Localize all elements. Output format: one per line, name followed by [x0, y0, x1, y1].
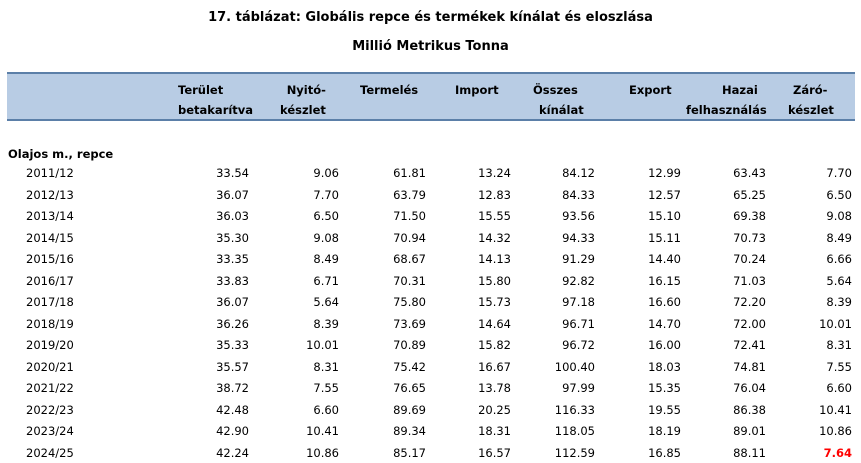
value-cell: 6.71: [313, 274, 339, 288]
value-cell: 15.80: [478, 274, 511, 288]
value-cell: 71.03: [733, 274, 766, 288]
value-cell: 92.82: [562, 274, 595, 288]
value-cell: 16.15: [648, 274, 681, 288]
value-cell: 14.64: [478, 317, 511, 331]
year-cell: 2023/24: [26, 424, 74, 438]
value-cell: 63.43: [733, 166, 766, 180]
table-row: [0, 248, 861, 270]
year-cell: 2013/14: [26, 209, 74, 223]
value-cell: 36.07: [216, 295, 249, 309]
header-nyito: Nyitó- készlet: [280, 80, 326, 120]
value-cell: 36.26: [216, 317, 249, 331]
table-row: [0, 377, 861, 399]
value-cell: 12.83: [478, 188, 511, 202]
year-cell: 2011/12: [26, 166, 74, 180]
value-cell: 97.18: [562, 295, 595, 309]
value-cell: 76.65: [393, 381, 426, 395]
table-row: [0, 420, 861, 442]
value-cell: 68.67: [393, 252, 426, 266]
table-row: [0, 205, 861, 227]
year-cell: 2018/19: [26, 317, 74, 331]
value-cell: 6.50: [313, 209, 339, 223]
value-cell: 86.38: [733, 403, 766, 417]
value-cell: 8.49: [826, 231, 852, 245]
value-cell: 8.39: [313, 317, 339, 331]
value-cell: 6.60: [826, 381, 852, 395]
value-cell: 15.11: [648, 231, 681, 245]
value-cell: 35.30: [216, 231, 249, 245]
value-cell: 8.39: [826, 295, 852, 309]
value-cell: 84.12: [562, 166, 595, 180]
table-body: [0, 162, 861, 463]
table-row: [0, 184, 861, 206]
value-cell: 16.85: [648, 446, 681, 460]
value-cell: 96.72: [562, 338, 595, 352]
value-cell: 9.08: [313, 231, 339, 245]
value-cell: 93.56: [562, 209, 595, 223]
value-cell: 61.81: [393, 166, 426, 180]
header-hazai: Hazai felhasználás: [686, 80, 767, 120]
value-cell: 15.35: [648, 381, 681, 395]
table-row: [0, 291, 861, 313]
value-cell: 18.03: [648, 360, 681, 374]
value-cell: 63.79: [393, 188, 426, 202]
value-cell: 94.33: [562, 231, 595, 245]
value-cell: 42.24: [216, 446, 249, 460]
value-cell: 18.31: [478, 424, 511, 438]
value-cell: 6.60: [313, 403, 339, 417]
value-cell: 6.50: [826, 188, 852, 202]
value-cell: 8.49: [313, 252, 339, 266]
value-cell: 7.70: [313, 188, 339, 202]
value-cell: 71.50: [393, 209, 426, 223]
value-cell: 18.19: [648, 424, 681, 438]
table-row: [0, 356, 861, 378]
section-label: Olajos m., repce: [8, 147, 113, 161]
value-cell: 8.31: [826, 338, 852, 352]
value-cell: 10.86: [819, 424, 852, 438]
value-cell: 5.64: [826, 274, 852, 288]
value-cell: 14.32: [478, 231, 511, 245]
header-export: Export: [629, 80, 672, 100]
value-cell: 91.29: [562, 252, 595, 266]
value-cell: 75.80: [393, 295, 426, 309]
value-cell: 14.13: [478, 252, 511, 266]
value-cell: 10.01: [306, 338, 339, 352]
value-cell: 15.55: [478, 209, 511, 223]
value-cell: 10.41: [306, 424, 339, 438]
table-title: 17. táblázat: Globális repce és termékek kínálat és eloszlása: [0, 10, 861, 25]
value-cell: 116.33: [555, 403, 595, 417]
value-cell: 70.73: [733, 231, 766, 245]
value-cell: 89.34: [393, 424, 426, 438]
value-cell: 13.78: [478, 381, 511, 395]
value-cell: 65.25: [733, 188, 766, 202]
table-row: [0, 313, 861, 335]
year-cell: 2017/18: [26, 295, 74, 309]
value-cell: 33.35: [216, 252, 249, 266]
header-zaro: Záró- készlet: [788, 80, 834, 120]
year-cell: 2021/22: [26, 381, 74, 395]
header-import: Import: [455, 80, 499, 100]
year-cell: 2022/23: [26, 403, 74, 417]
table-row: [0, 334, 861, 356]
value-cell: 75.42: [393, 360, 426, 374]
value-cell: 7.64: [824, 446, 852, 460]
year-cell: 2014/15: [26, 231, 74, 245]
value-cell: 10.01: [819, 317, 852, 331]
table-row: [0, 270, 861, 292]
value-cell: 42.48: [216, 403, 249, 417]
value-cell: 9.06: [313, 166, 339, 180]
year-cell: 2015/16: [26, 252, 74, 266]
value-cell: 15.82: [478, 338, 511, 352]
value-cell: 15.10: [648, 209, 681, 223]
value-cell: 9.08: [826, 209, 852, 223]
year-cell: 2012/13: [26, 188, 74, 202]
value-cell: 33.83: [216, 274, 249, 288]
value-cell: 35.57: [216, 360, 249, 374]
value-cell: 35.33: [216, 338, 249, 352]
value-cell: 14.70: [648, 317, 681, 331]
value-cell: 10.41: [819, 403, 852, 417]
value-cell: 12.57: [648, 188, 681, 202]
value-cell: 13.24: [478, 166, 511, 180]
value-cell: 16.57: [478, 446, 511, 460]
value-cell: 10.86: [306, 446, 339, 460]
value-cell: 89.69: [393, 403, 426, 417]
value-cell: 33.54: [216, 166, 249, 180]
value-cell: 70.94: [393, 231, 426, 245]
year-cell: 2016/17: [26, 274, 74, 288]
value-cell: 69.38: [733, 209, 766, 223]
value-cell: 16.67: [478, 360, 511, 374]
value-cell: 118.05: [555, 424, 595, 438]
table-row: [0, 227, 861, 249]
value-cell: 36.03: [216, 209, 249, 223]
value-cell: 15.73: [478, 295, 511, 309]
value-cell: 72.20: [733, 295, 766, 309]
value-cell: 96.71: [562, 317, 595, 331]
value-cell: 6.66: [826, 252, 852, 266]
value-cell: 7.55: [826, 360, 852, 374]
table-row: [0, 442, 861, 463]
header-terulet: Terület betakarítva: [178, 80, 253, 120]
value-cell: 73.69: [393, 317, 426, 331]
value-cell: 5.64: [313, 295, 339, 309]
value-cell: 7.55: [313, 381, 339, 395]
value-cell: 88.11: [733, 446, 766, 460]
value-cell: 7.70: [826, 166, 852, 180]
value-cell: 19.55: [648, 403, 681, 417]
value-cell: 20.25: [478, 403, 511, 417]
header-osszes: Összes kínálat: [533, 80, 584, 120]
value-cell: 74.81: [733, 360, 766, 374]
header-termeles: Termelés: [360, 80, 418, 100]
value-cell: 70.24: [733, 252, 766, 266]
value-cell: 14.40: [648, 252, 681, 266]
year-cell: 2019/20: [26, 338, 74, 352]
value-cell: 76.04: [733, 381, 766, 395]
value-cell: 38.72: [216, 381, 249, 395]
year-cell: 2024/25: [26, 446, 74, 460]
value-cell: 36.07: [216, 188, 249, 202]
value-cell: 16.00: [648, 338, 681, 352]
value-cell: 72.00: [733, 317, 766, 331]
value-cell: 8.31: [313, 360, 339, 374]
table-subtitle: Millió Metrikus Tonna: [0, 39, 861, 54]
value-cell: 112.59: [555, 446, 595, 460]
table-row: [0, 162, 861, 184]
value-cell: 89.01: [733, 424, 766, 438]
value-cell: 70.31: [393, 274, 426, 288]
value-cell: 97.99: [562, 381, 595, 395]
value-cell: 16.60: [648, 295, 681, 309]
value-cell: 100.40: [555, 360, 595, 374]
value-cell: 42.90: [216, 424, 249, 438]
value-cell: 12.99: [648, 166, 681, 180]
year-cell: 2020/21: [26, 360, 74, 374]
table-row: [0, 399, 861, 421]
value-cell: 72.41: [733, 338, 766, 352]
value-cell: 84.33: [562, 188, 595, 202]
value-cell: 85.17: [393, 446, 426, 460]
value-cell: 70.89: [393, 338, 426, 352]
